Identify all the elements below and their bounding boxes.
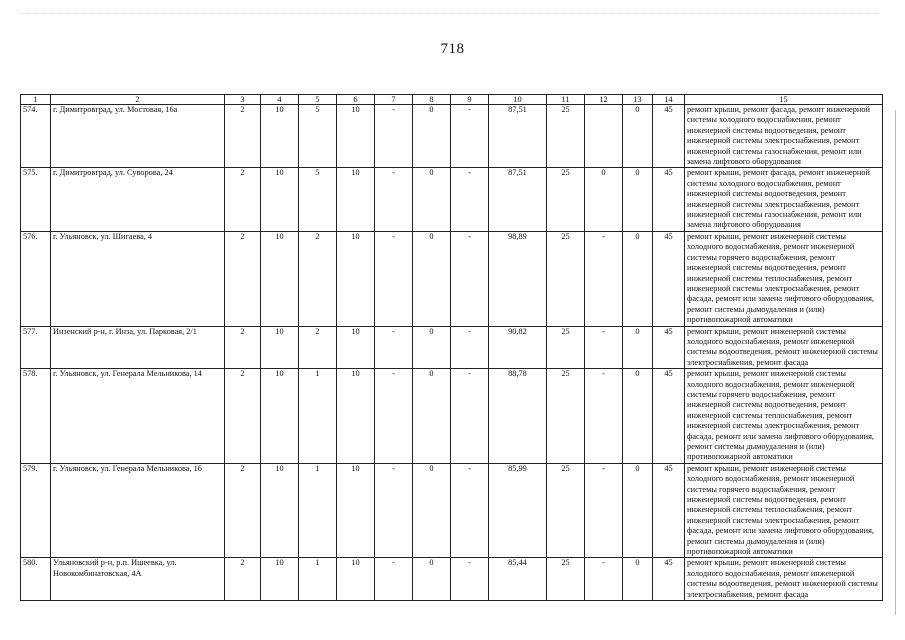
header-cell: 14 bbox=[653, 95, 685, 105]
cell-col10: 98,89 bbox=[489, 231, 547, 326]
header-cell: 9 bbox=[451, 95, 489, 105]
cell-col8: 0 bbox=[413, 168, 451, 231]
cell-col11: 25 bbox=[547, 558, 585, 601]
cell-col9: - bbox=[451, 168, 489, 231]
cell-col6: 10 bbox=[337, 558, 375, 601]
cell-col13: 0 bbox=[623, 326, 653, 369]
cell-col4: 10 bbox=[261, 231, 299, 326]
cell-col3: 2 bbox=[225, 326, 261, 369]
row-works: ремонт крыши, ремонт фасада, ремонт инженерной системы холодного водоснабжения, ремонт инженерной системы водоотведения, ремонт инженерной системы электроснабжения, ремонт инженерной системы газоснабжения, ремонт или замена лифтового оборудования bbox=[685, 168, 883, 231]
cell-col12: - bbox=[585, 463, 623, 558]
cell-col7: - bbox=[375, 326, 413, 369]
cell-col14: 45 bbox=[653, 326, 685, 369]
cell-col3: 2 bbox=[225, 168, 261, 231]
row-address: Ульяновский р-н, р.п. Ишеевка, ул. Новокомбинатовская, 4А bbox=[51, 558, 225, 601]
cell-col5: 5 bbox=[299, 105, 337, 168]
cell-col3: 2 bbox=[225, 558, 261, 601]
row-works: ремонт крыши, ремонт инженерной системы холодного водоснабжения, ремонт инженерной системы горячего водоснабжения, ремонт инженерной системы водоотведения, ремонт инженерной системы теплоснабжения, ремонт инженерной системы электроснабжения, ремонт фасада, ремонт или замена лифтового оборудования, ремонт системы дымоудаления и (или) противопожарной автоматики bbox=[685, 463, 883, 558]
header-cell: 12 bbox=[585, 95, 623, 105]
cell-col12 bbox=[585, 105, 623, 168]
cell-col6: 10 bbox=[337, 369, 375, 464]
table-row bbox=[21, 369, 883, 464]
row-number: 577. bbox=[21, 326, 51, 369]
row-works: ремонт крыши, ремонт инженерной системы холодного водоснабжения, ремонт инженерной системы водоотведения, ремонт инженерной системы электроснабжения, ремонт фасада bbox=[685, 558, 883, 601]
cell-col12: - bbox=[585, 369, 623, 464]
header-cell: 3 bbox=[225, 95, 261, 105]
cell-col5: 1 bbox=[299, 558, 337, 601]
cell-col5: 5 bbox=[299, 168, 337, 231]
cell-col4: 10 bbox=[261, 168, 299, 231]
row-address: г. Ульяновск, ул. Шигаева, 4 bbox=[51, 231, 225, 326]
cell-col4: 10 bbox=[261, 558, 299, 601]
cell-col10: 90,82 bbox=[489, 326, 547, 369]
table-header-row bbox=[21, 95, 883, 105]
row-number: 576. bbox=[21, 231, 51, 326]
cell-col6: 10 bbox=[337, 105, 375, 168]
cell-col8: 0 bbox=[413, 105, 451, 168]
cell-col3: 2 bbox=[225, 463, 261, 558]
cell-col9: - bbox=[451, 231, 489, 326]
cell-col4: 10 bbox=[261, 105, 299, 168]
cell-col4: 10 bbox=[261, 463, 299, 558]
cell-col5: 2 bbox=[299, 326, 337, 369]
cell-col11: 25 bbox=[547, 369, 585, 464]
cell-col13: 0 bbox=[623, 558, 653, 601]
cell-col5: 2 bbox=[299, 231, 337, 326]
cell-col11: 25 bbox=[547, 231, 585, 326]
cell-col8: 0 bbox=[413, 463, 451, 558]
cell-col7: - bbox=[375, 558, 413, 601]
cell-col12: - bbox=[585, 231, 623, 326]
cell-col13: 0 bbox=[623, 231, 653, 326]
row-number: 578. bbox=[21, 369, 51, 464]
header-cell: 10 bbox=[489, 95, 547, 105]
header-cell: 13 bbox=[623, 95, 653, 105]
cell-col4: 10 bbox=[261, 369, 299, 464]
row-address: Инзенский р-н, г. Инза, ул. Парковая, 2/1 bbox=[51, 326, 225, 369]
cell-col11: 25 bbox=[547, 326, 585, 369]
cell-col3: 2 bbox=[225, 231, 261, 326]
cell-col11: 25 bbox=[547, 463, 585, 558]
row-number: 579. bbox=[21, 463, 51, 558]
cell-col10: 88,78 bbox=[489, 369, 547, 464]
header-cell: 15 bbox=[685, 95, 883, 105]
cell-col5: 1 bbox=[299, 463, 337, 558]
cell-col9: - bbox=[451, 463, 489, 558]
row-number: 575. bbox=[21, 168, 51, 231]
cell-col13: 0 bbox=[623, 463, 653, 558]
cell-col14: 45 bbox=[653, 463, 685, 558]
cell-col14: 45 bbox=[653, 168, 685, 231]
cell-col7: - bbox=[375, 168, 413, 231]
cell-col14: 45 bbox=[653, 105, 685, 168]
cell-col10: 87,51 bbox=[489, 168, 547, 231]
row-number: 580. bbox=[21, 558, 51, 601]
cell-col8: 0 bbox=[413, 558, 451, 601]
table-row bbox=[21, 231, 883, 326]
cell-col7: - bbox=[375, 463, 413, 558]
table-row bbox=[21, 463, 883, 558]
repair-schedule-table bbox=[20, 94, 883, 601]
cell-col4: 10 bbox=[261, 326, 299, 369]
header-cell: 2 bbox=[51, 95, 225, 105]
row-address: г. Димитровград, ул. Мостовая, 16а bbox=[51, 105, 225, 168]
row-address: г. Ульяновск, ул. Генерала Мельникова, 14 bbox=[51, 369, 225, 464]
cell-col14: 45 bbox=[653, 231, 685, 326]
cell-col14: 45 bbox=[653, 558, 685, 601]
cell-col3: 2 bbox=[225, 369, 261, 464]
row-works: ремонт крыши, ремонт инженерной системы холодного водоснабжения, ремонт инженерной системы горячего водоснабжения, ремонт инженерной системы водоотведения, ремонт инженерной системы теплоснабжения, ремонт инженерной системы электроснабжения, ремонт фасада, ремонт или замена лифтового оборудования, ремонт системы дымоудаления и (или) противопожарной автоматики bbox=[685, 369, 883, 464]
table-row bbox=[21, 105, 883, 168]
cell-col8: 0 bbox=[413, 231, 451, 326]
cell-col8: 0 bbox=[413, 326, 451, 369]
row-works: ремонт крыши, ремонт фасада, ремонт инженерной системы холодного водоснабжения, ремонт инженерной системы водоотведения, ремонт инженерной системы электроснабжения, ремонт инженерной системы газоснабжения, ремонт или замена лифтового оборудования bbox=[685, 105, 883, 168]
cell-col11: 25 bbox=[547, 105, 585, 168]
cell-col10: 85,44 bbox=[489, 558, 547, 601]
cell-col12: - bbox=[585, 326, 623, 369]
cell-col9: - bbox=[451, 105, 489, 168]
cell-col13: 0 bbox=[623, 369, 653, 464]
cell-col6: 10 bbox=[337, 168, 375, 231]
cell-col12: - bbox=[585, 558, 623, 601]
cell-col7: - bbox=[375, 231, 413, 326]
header-cell: 4 bbox=[261, 95, 299, 105]
header-cell: 7 bbox=[375, 95, 413, 105]
cell-col9: - bbox=[451, 326, 489, 369]
table-row bbox=[21, 558, 883, 601]
cell-col7: - bbox=[375, 369, 413, 464]
header-cell: 1 bbox=[21, 95, 51, 105]
cell-col6: 10 bbox=[337, 463, 375, 558]
table-row bbox=[21, 326, 883, 369]
table-row bbox=[21, 168, 883, 231]
cell-col9: - bbox=[451, 369, 489, 464]
cell-col3: 2 bbox=[225, 105, 261, 168]
scan-edge-top bbox=[20, 13, 880, 14]
cell-col9: - bbox=[451, 558, 489, 601]
row-works: ремонт крыши, ремонт инженерной системы холодного водоснабжения, ремонт инженерной системы горячего водоснабжения, ремонт инженерной системы водоотведения, ремонт инженерной системы теплоснабжения, ремонт инженерной системы электроснабжения, ремонт фасада, ремонт или замена лифтового оборудования, ремонт системы дымоудаления и (или) противопожарной автоматики bbox=[685, 231, 883, 326]
cell-col11: 25 bbox=[547, 168, 585, 231]
scan-edge-right bbox=[895, 110, 896, 615]
header-cell: 6 bbox=[337, 95, 375, 105]
cell-col7: - bbox=[375, 105, 413, 168]
row-address: г. Ульяновск, ул. Генерала Мельникова, 16 bbox=[51, 463, 225, 558]
cell-col10: 85,99 bbox=[489, 463, 547, 558]
row-number: 574. bbox=[21, 105, 51, 168]
header-cell: 5 bbox=[299, 95, 337, 105]
cell-col5: 1 bbox=[299, 369, 337, 464]
cell-col14: 45 bbox=[653, 369, 685, 464]
cell-col8: 0 bbox=[413, 369, 451, 464]
row-address: г. Димитровград, ул. Суворова, 24 bbox=[51, 168, 225, 231]
cell-col13: 0 bbox=[623, 168, 653, 231]
row-works: ремонт крыши, ремонт инженерной системы холодного водоснабжения, ремонт инженерной системы водоотведения, ремонт инженерной системы электроснабжения, ремонт фасада bbox=[685, 326, 883, 369]
header-cell: 11 bbox=[547, 95, 585, 105]
cell-col6: 10 bbox=[337, 326, 375, 369]
cell-col12: 0 bbox=[585, 168, 623, 231]
cell-col13: 0 bbox=[623, 105, 653, 168]
cell-col10: 87,51 bbox=[489, 105, 547, 168]
header-cell: 8 bbox=[413, 95, 451, 105]
cell-col6: 10 bbox=[337, 231, 375, 326]
page-number: 718 bbox=[440, 41, 465, 57]
